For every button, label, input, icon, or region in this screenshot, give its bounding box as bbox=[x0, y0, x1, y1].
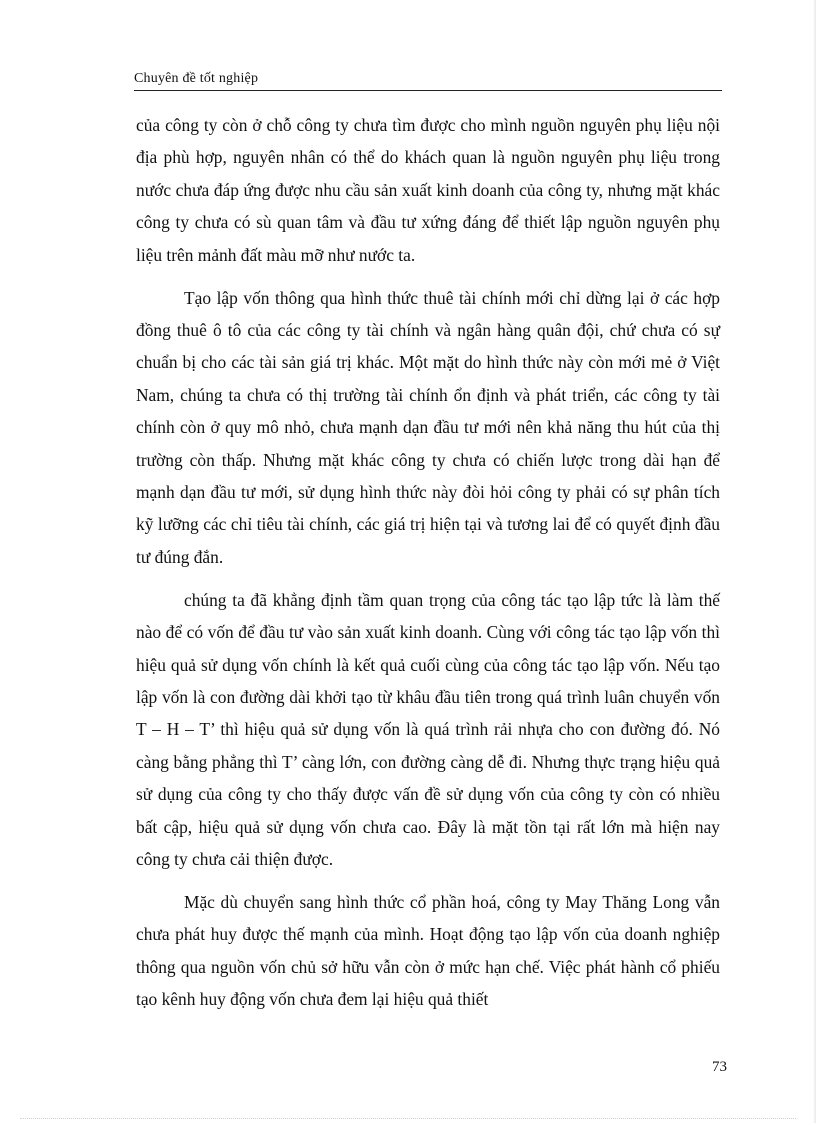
page-number: 73 bbox=[712, 1059, 727, 1075]
body-text bbox=[136, 109, 720, 1015]
paragraph-capital-efficiency: chúng ta đã khẳng định tầm quan trọng của công tác tạo lập tức là làm thế nào để có vốn để đầu tư vào sản xuất kinh doanh. Cùng với công tác tạo lập vốn thì hiệu quả sử dụng vốn chính là kết quả cuối cùng của công tác tạo lập vốn. Nếu tạo lập vốn là con đường dài khởi tạo từ khâu đầu tiên trong quá trình luân chuyển vốn T – H – T’ thì hiệu quả sử dụng vốn là quá trình rải nhựa cho con đường đó. Nó càng bằng phẳng thì T’ càng lớn, con đường càng dễ đi. Nhưng thực trạng hiệu quả sử dụng của công ty cho thấy được vấn đề sử dụng vốn của công ty còn có nhiều bất cập, hiệu quả sử dụng vốn chưa cao. Đây là mặt tồn tại rất lớn mà hiện nay công ty chưa cải thiện được. bbox=[136, 589, 720, 869]
paragraph-equitization: Mặc dù chuyển sang hình thức cổ phần hoá, công ty May Thăng Long vẫn chưa phát huy được thế mạnh của mình. Hoạt động tạo lập vốn của doanh nghiệp thông qua nguồn vốn chủ sở hữu vẫn còn ở mức hạn chế. Việc phát hành cổ phiếu tạo kênh huy động vốn chưa đem lại hiệu quả thiết bbox=[136, 891, 720, 1010]
header-title: Chuyên đề tốt nghiệp bbox=[134, 71, 259, 86]
paragraph-financial-leasing: Tạo lập vốn thông qua hình thức thuê tài chính mới chỉ dừng lại ở các hợp đồng thuê ô tô của các công ty tài chính và ngân hàng quân đội, chứ chưa có sự chuẩn bị cho các tài sản giá trị khác. Một mặt do hình thức này còn mới mẻ ở Việt Nam, chúng ta chưa có thị trường tài chính ổn định và phát triển, các công ty tài chính còn ở quy mô nhỏ, chưa mạnh dạn đầu tư mới nên khả năng thu hút của thị trường còn thấp. Nhưng mặt khác công ty chưa có chiến lược trong dài hạn để mạnh dạn đầu tư mới, sử dụng hình thức này đòi hỏi công ty phải có sự phân tích kỹ lưỡng các chỉ tiêu tài chính, các giá trị hiện tại và tương lai để có quyết định đầu tư đúng đắn. bbox=[136, 287, 720, 567]
running-header bbox=[134, 70, 722, 91]
page-bottom-divider bbox=[20, 1118, 796, 1119]
paragraph-continuation: của công ty còn ở chỗ công ty chưa tìm được cho mình nguồn nguyên phụ liệu nội địa phù hợp, nguyên nhân có thể do khách quan là nguồn nguyên phụ liệu trong nước chưa đáp ứng được nhu cầu sản xuất kinh doanh của công ty, nhưng mặt khác công ty chưa có sù quan tâm và đầu tư xứng đáng để thiết lập nguồn nguyên phụ liệu trên mảnh đất màu mỡ như nước ta. bbox=[136, 115, 720, 265]
